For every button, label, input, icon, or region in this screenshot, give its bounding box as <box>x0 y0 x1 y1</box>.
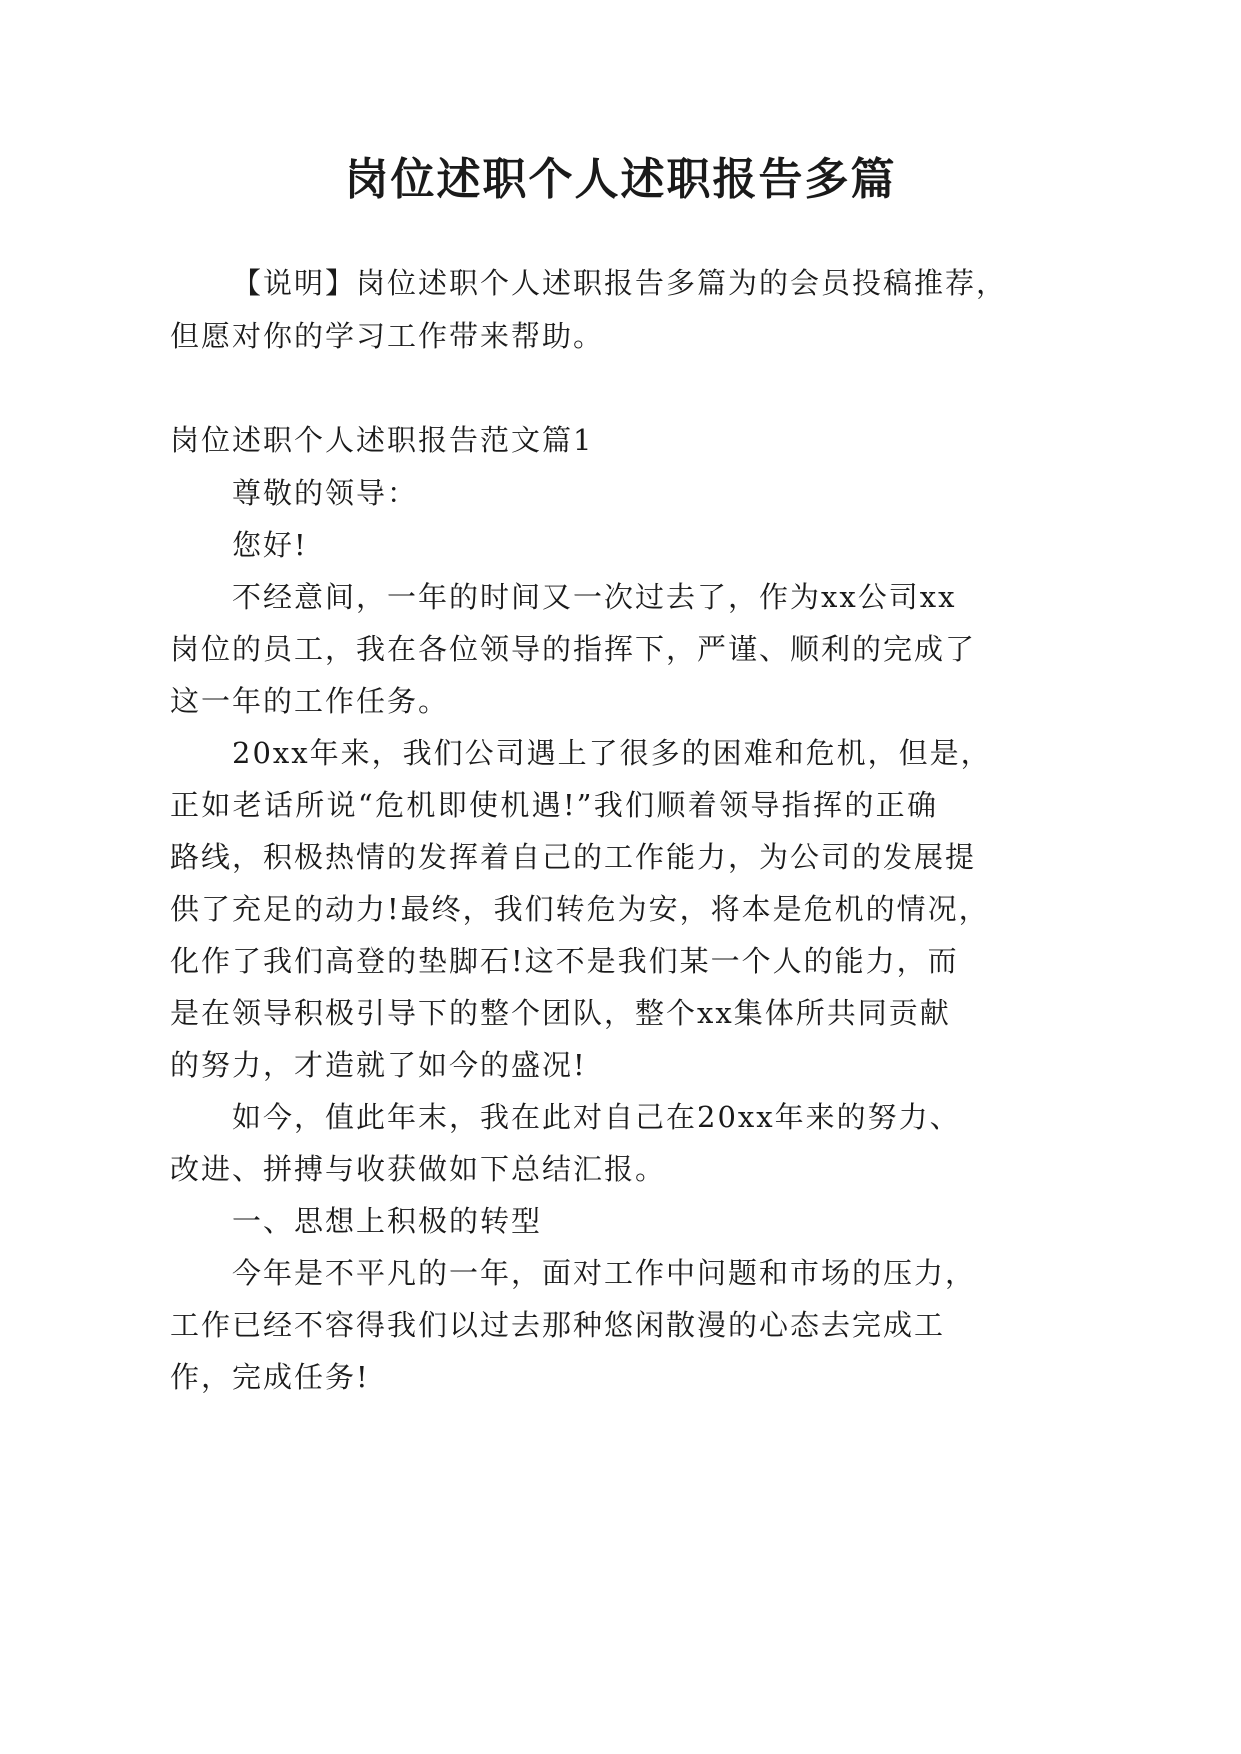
paragraph-2-line-2: 正如老话所说“危机即使机遇!”我们顺着领导指挥的正确 <box>170 788 938 822</box>
paragraph-4-line-2: 工作已经不容得我们以过去那种悠闲散漫的心态去完成工 <box>170 1308 946 1342</box>
salutation: 尊敬的领导： <box>232 476 419 510</box>
paragraph-1-line-2: 岗位的员工，我在各位领导的指挥下，严谨、顺利的完成了 <box>170 632 977 666</box>
paragraph-2-line-7: 的努力，才造就了如今的盛况! <box>170 1048 587 1082</box>
paragraph-2-line-4: 供了充足的动力!最终，我们转危为安，将本是危机的情况， <box>170 892 990 926</box>
paragraph-4-line-3: 作，完成任务! <box>170 1360 370 1394</box>
document-title: 岗位述职个人述职报告多篇 <box>344 154 897 205</box>
greeting: 您好! <box>232 528 308 562</box>
paragraph-2-line-3: 路线，积极热情的发挥着自己的工作能力，为公司的发展提 <box>170 840 977 874</box>
paragraph-2-line-5: 化作了我们高登的垫脚石!这不是我们某一个人的能力，而 <box>170 944 959 978</box>
paragraph-1-line-3: 这一年的工作任务。 <box>170 684 450 718</box>
paragraph-4-line-1: 今年是不平凡的一年，面对工作中问题和市场的压力， <box>232 1256 977 1290</box>
paragraph-2-line-1: 20xx年来，我们公司遇上了很多的困难和危机，但是， <box>232 736 992 770</box>
paragraph-3-line-2: 改进、拼搏与收获做如下总结汇报。 <box>170 1152 667 1186</box>
intro-line-2: 但愿对你的学习工作带来帮助。 <box>170 319 605 353</box>
paragraph-3-line-1: 如今，值此年末，我在此对自己在20xx年来的努力、 <box>232 1100 961 1134</box>
paragraph-2-line-6: 是在领导积极引导下的整个团队，整个xx集体所共同贡献 <box>170 996 951 1030</box>
paragraph-1-line-1: 不经意间，一年的时间又一次过去了，作为xx公司xx <box>232 580 957 614</box>
subheading-1: 一、思想上积极的转型 <box>232 1204 543 1238</box>
intro-line-1: 【说明】岗位述职个人述职报告多篇为的会员投稿推荐， <box>232 266 1008 300</box>
section-heading: 岗位述职个人述职报告范文篇1 <box>170 423 594 457</box>
